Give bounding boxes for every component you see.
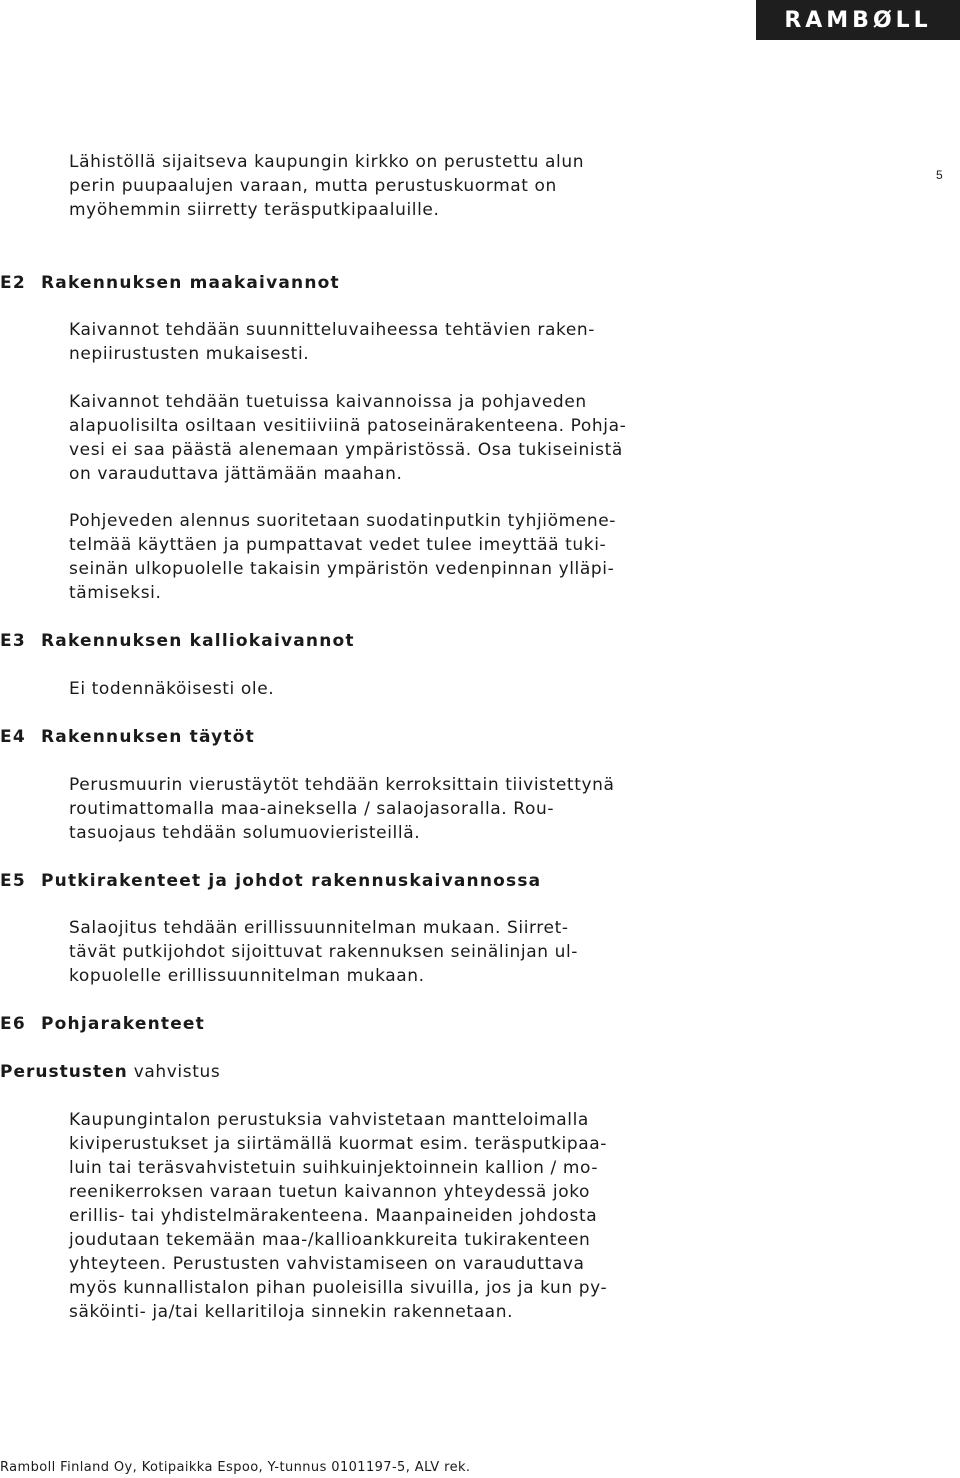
paragraph-line: Kaupungintalon perustuksia vahvistetaan mantteloimalla — [69, 1110, 589, 1130]
paragraph-line: tävät putkijohdot sijoittuvat rakennuksen seinälinjan ul- — [69, 942, 579, 962]
paragraph-line: alapuolisilta osiltaan vesitiiviinä patoseinärakenteena. Pohja- — [69, 416, 627, 436]
paragraph-line: kiviperustukset ja siirtämällä kuormat esim. teräsputkipaa- — [69, 1134, 608, 1154]
section-title: Rakennuksen maakaivannot — [41, 273, 340, 293]
paragraph-line: nepiirustusten mukaisesti. — [69, 344, 310, 364]
paragraph-line: on varauduttava jättämään maahan. — [69, 464, 403, 484]
section-code: E5 — [0, 871, 26, 891]
section-code: E6 — [0, 1014, 26, 1034]
page-number: 5 — [936, 168, 943, 182]
intro-line: perin puupaalujen varaan, mutta perustuskuormat on — [69, 176, 557, 196]
intro-line: Lähistöllä sijaitseva kaupungin kirkko on perustettu alun — [69, 152, 585, 172]
paragraph-line: Salaojitus tehdään erillissuunnitelman mukaan. Siirret- — [69, 918, 569, 938]
paragraph-line: telmää käyttäen ja pumpattavat vedet tulee imeyttää tuki- — [69, 535, 607, 555]
section-heading-e5 — [0, 869, 541, 893]
section-code: E4 — [0, 727, 26, 747]
section-code: E2 — [0, 273, 26, 293]
paragraph-line: myös kunnallistalon pihan puoleisilla sivuilla, jos ja kun py- — [69, 1278, 608, 1298]
intro-line: myöhemmin siirretty teräsputkipaaluille. — [69, 200, 440, 220]
paragraph-line: tämiseksi. — [69, 583, 162, 603]
paragraph-line: joudutaan tekemään maa-/kallioankkureita tukirakenteen — [69, 1230, 591, 1250]
paragraph-line: seinän ulkopuolelle takaisin ympäristön vedenpinnan ylläpi- — [69, 559, 615, 579]
paragraph-line: Kaivannot tehdään suunnitteluvaiheessa tehtävien raken- — [69, 320, 595, 340]
section-heading-e3 — [0, 629, 355, 653]
subheading — [0, 1060, 220, 1084]
ramboll-logo: RAMBØLL — [756, 0, 960, 40]
section-heading-e4 — [0, 725, 255, 749]
section-title: Rakennuksen kalliokaivannot — [41, 631, 355, 651]
paragraph-line: erillis- tai yhdistelmärakenteena. Maanpaineiden johdosta — [69, 1206, 598, 1226]
section-code: E3 — [0, 631, 26, 651]
subheading-bold: Perustusten — [0, 1062, 128, 1082]
section-title: Putkirakenteet ja johdot rakennuskaivannossa — [41, 871, 542, 891]
paragraph-line: kopuolelle erillissuunnitelman mukaan. — [69, 966, 425, 986]
page-footer: Ramboll Finland Oy, Kotipaikka Espoo, Y-tunnus 0101197-5, ALV rek. — [0, 1460, 471, 1475]
paragraph-line: säköinti- ja/tai kellaritiloja sinnekin rakennetaan. — [69, 1302, 514, 1322]
paragraph-line: Perusmuurin vierustäytöt tehdään kerroksittain tiivistettynä — [69, 775, 615, 795]
paragraph-line: tasuojaus tehdään solumuovieristeillä. — [69, 823, 421, 843]
paragraph-line: Kaivannot tehdään tuetuissa kaivannoissa ja pohjaveden — [69, 392, 587, 412]
paragraph-line: vesi ei saa päästä alenemaan ympäristössä. Osa tukiseinistä — [69, 440, 623, 460]
section-title: Pohjarakenteet — [41, 1014, 205, 1034]
paragraph-line: luin tai teräsvahvistetuin suihkuinjektoinnein kallion / mo- — [69, 1158, 599, 1178]
paragraph-line: Ei todennäköisesti ole. — [69, 679, 275, 699]
paragraph-line: reenikerroksen varaan tuetun kaivannon yhteydessä joko — [69, 1182, 591, 1202]
paragraph-line: Pohjeveden alennus suoritetaan suodatinputkin tyhjiömene- — [69, 511, 616, 531]
section-heading-e6 — [0, 1012, 205, 1036]
section-title: Rakennuksen täytöt — [41, 727, 255, 747]
subheading-rest: vahvistus — [127, 1062, 221, 1082]
paragraph-line: yhteyteen. Perustusten vahvistamiseen on varauduttava — [69, 1254, 585, 1274]
section-heading-e2 — [0, 271, 340, 295]
paragraph-line: routimattomalla maa-aineksella / salaojasoralla. Rou- — [69, 799, 555, 819]
